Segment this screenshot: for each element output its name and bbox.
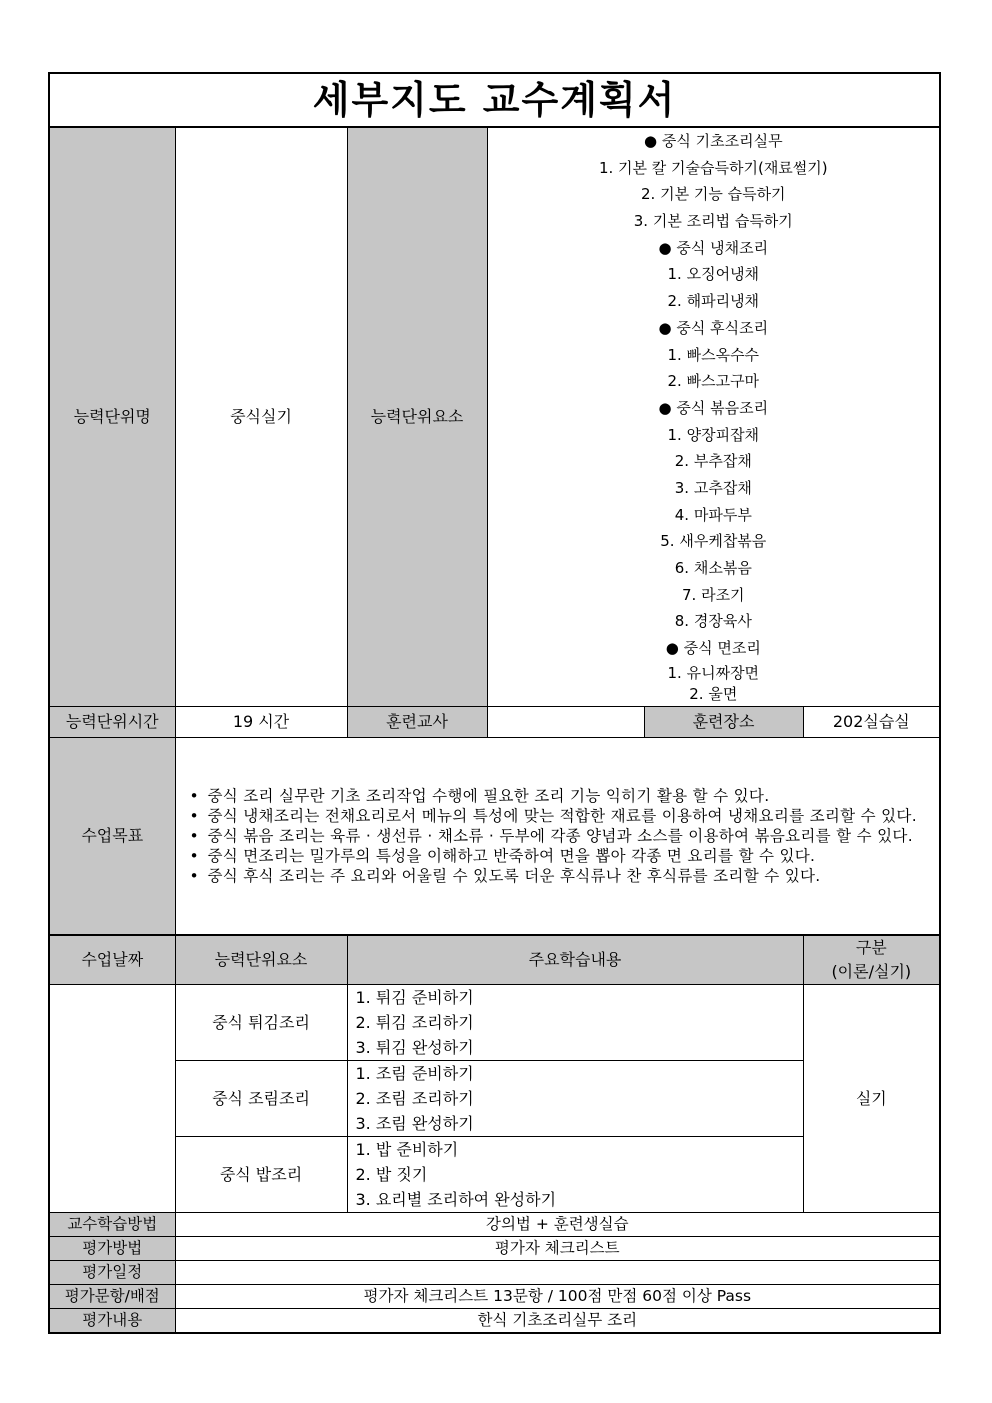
element-item: 7. 라조기 xyxy=(682,585,745,604)
element-item: 8. 경장육사 xyxy=(674,612,752,631)
place-value: 202실습실 xyxy=(803,706,940,737)
method-label: 교수학습방법 xyxy=(49,1213,175,1237)
schedule-date-cell xyxy=(49,985,175,1213)
place-label: 훈련장소 xyxy=(644,706,803,737)
unit-elements-list xyxy=(487,127,940,706)
eval-method-value: 평가자 체크리스트 xyxy=(175,1237,940,1261)
element-item: 2. 기본 기능 습득하기 xyxy=(641,185,786,204)
schedule-element-cell: 중식 조림조리 xyxy=(175,1061,347,1137)
element-item: 1. 양장피잡채 xyxy=(667,425,760,444)
eval-content-value: 한식 기초조리실무 조리 xyxy=(175,1309,940,1334)
schedule-element-header: 능력단위요소 xyxy=(175,935,347,985)
goal-item: • 중식 조리 실무란 기초 조리작업 수행에 필요한 조리 기능 익히기 활용 할 수 있다. xyxy=(208,786,932,806)
unit-name-label: 능력단위명 xyxy=(49,127,175,706)
eval-content-label: 평가내용 xyxy=(49,1309,175,1334)
unit-name-value: 중식실기 xyxy=(175,127,347,706)
goal-item: • 중식 냉채조리는 전채요리로서 메뉴의 특성에 맞는 적합한 재료를 이용하여 냉채요리를 조리할 수 있다. xyxy=(208,806,932,826)
content-item: 3. 조림 완성하기 xyxy=(355,1114,474,1134)
element-item: ● 중식 면조리 xyxy=(665,639,761,658)
lesson-plan-table xyxy=(48,72,941,1334)
goals-label: 수업목표 xyxy=(49,737,175,935)
content-item: 3. 요리별 조리하여 완성하기 xyxy=(355,1190,557,1210)
eval-items-value: 평가자 체크리스트 13문항 / 100점 만점 60점 이상 Pass xyxy=(175,1285,940,1309)
unit-time-value: 19 시간 xyxy=(175,706,347,737)
element-item: 2. 울면 xyxy=(689,684,738,703)
element-item: 3. 고추잡채 xyxy=(674,478,752,497)
schedule-date-header: 수업날짜 xyxy=(49,935,175,985)
goal-item: • 중식 면조리는 밀가루의 특성을 이해하고 반죽하여 면을 뽑아 각종 면 요리를 할 수 있다. xyxy=(208,846,932,866)
schedule-type-header-line1: 구분 xyxy=(855,938,887,958)
schedule-content-header: 주요학습내용 xyxy=(347,935,803,985)
schedule-type-cell: 실기 xyxy=(803,985,940,1213)
content-item: 3. 튀김 완성하기 xyxy=(355,1038,474,1058)
goal-item: • 중식 후식 조리는 주 요리와 어울릴 수 있도록 더운 후식류나 찬 후식류를 조리할 수 있다. xyxy=(208,866,932,886)
element-item: ● 중식 후식조리 xyxy=(658,318,769,337)
element-item: 2. 해파리냉채 xyxy=(667,292,760,311)
eval-method-label: 평가방법 xyxy=(49,1237,175,1261)
schedule-type-header xyxy=(803,935,940,985)
unit-elements-label: 능력단위요소 xyxy=(347,127,487,706)
element-item: ● 중식 냉채조리 xyxy=(658,238,769,257)
schedule-content-cell xyxy=(347,985,803,1061)
element-item: 6. 채소볶음 xyxy=(674,559,752,577)
element-item: 2. 부추잡채 xyxy=(674,452,752,471)
element-item: 2. 빠스고구마 xyxy=(667,372,760,391)
method-value: 강의법 + 훈련생실습 xyxy=(175,1213,940,1237)
element-item: 4. 마파두부 xyxy=(674,505,752,524)
schedule-type-header-line2: (이론/실기) xyxy=(831,962,912,982)
teacher-value xyxy=(487,706,644,737)
element-item: ● 중식 볶음조리 xyxy=(658,398,769,417)
goal-item: • 중식 볶음 조리는 육류 · 생선류 · 채소류 · 두부에 각종 양념과 소스를 이용하여 볶음요리를 할 수 있다. xyxy=(208,826,932,846)
eval-items-label: 평가문항/배점 xyxy=(49,1285,175,1309)
content-item: 1. 밥 준비하기 xyxy=(355,1140,459,1160)
element-item: 1. 오징어냉채 xyxy=(667,265,760,284)
eval-date-label: 평가일정 xyxy=(49,1261,175,1285)
element-item: 3. 기본 조리법 습득하기 xyxy=(633,212,793,231)
element-item: ● 중식 기초조리실무 xyxy=(644,132,783,150)
element-item: 1. 기본 칼 기술습득하기(재료썰기) xyxy=(598,158,828,177)
content-item: 1. 조림 준비하기 xyxy=(355,1064,474,1084)
unit-time-label: 능력단위시간 xyxy=(49,706,175,737)
schedule-content-cell xyxy=(347,1137,803,1213)
schedule-content-cell xyxy=(347,1061,803,1137)
content-item: 2. 밥 짓기 xyxy=(355,1165,428,1185)
content-item: 2. 튀김 조리하기 xyxy=(355,1013,474,1033)
schedule-element-cell: 중식 밥조리 xyxy=(175,1137,347,1213)
lesson-plan-document xyxy=(48,72,939,1334)
document-title: 세부지도 교수계획서 xyxy=(49,73,940,127)
schedule-element-cell: 중식 튀김조리 xyxy=(175,985,347,1061)
goals-content xyxy=(175,737,940,935)
content-item: 1. 튀김 준비하기 xyxy=(355,988,474,1008)
eval-date-value xyxy=(175,1261,940,1285)
teacher-label: 훈련교사 xyxy=(347,706,487,737)
element-item: 1. 빠스옥수수 xyxy=(667,345,760,364)
content-item: 2. 조림 조리하기 xyxy=(355,1089,474,1109)
element-item: 1. 유니짜장면 xyxy=(667,663,760,682)
element-item: 5. 새우케찹볶음 xyxy=(660,532,767,551)
